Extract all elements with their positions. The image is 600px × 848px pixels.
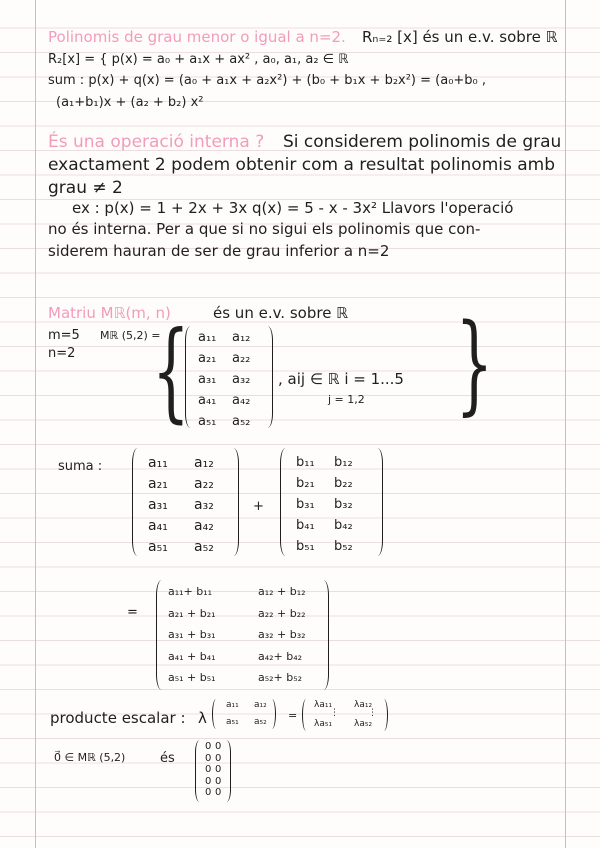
sum-b-cell-3-1: b₃₁ bbox=[296, 497, 315, 512]
set-matrix-cell-5-1: a₅₁ bbox=[198, 414, 217, 429]
sum-a-cell-3-2: a₃₂ bbox=[194, 497, 214, 513]
scalar-vdots-2: ⋮ bbox=[368, 708, 377, 718]
right-brace: { bbox=[455, 310, 494, 435]
section1-sum-line2: (a₁+b₁)x + (a₂ + b₂) x² bbox=[56, 95, 204, 110]
zero-cell-5-1: 0 bbox=[205, 787, 212, 798]
sum-a-cell-1-1: a₁₁ bbox=[148, 455, 168, 471]
section1-definition: R₂[x] = { p(x) = a₀ + a₁x + ax² , a₀, a₁, a₂ ∈ ℝ bbox=[48, 52, 349, 67]
sum-a-cell-5-1: a₅₁ bbox=[148, 539, 168, 555]
scalar-a11: a₁₁ bbox=[226, 700, 239, 710]
sum-a-cell-5-2: a₅₂ bbox=[194, 539, 214, 555]
set-matrix-cell-2-1: a₂₁ bbox=[198, 351, 217, 366]
sum-b-cell-5-1: b₅₁ bbox=[296, 539, 315, 554]
section2-line2: exactament 2 podem obtenir com a resultat polinomis amb bbox=[48, 155, 556, 175]
zero-right-paren bbox=[222, 740, 231, 802]
zero-cell-1-1: 0 bbox=[205, 741, 212, 752]
equals-sign: = bbox=[127, 605, 138, 620]
sum-result-cell-2-1: a₂₁ + b₂₁ bbox=[168, 606, 216, 620]
section1-statement: Rₙ₌₂ [x] és un e.v. sobre ℝ bbox=[362, 28, 558, 46]
left-brace: { bbox=[152, 309, 190, 434]
section2-example: ex : p(x) = 1 + 2x + 3x q(x) = 5 - x - 3x² Llavors l'operació bbox=[72, 199, 514, 217]
section2-line1: Si considerem polinomis de grau bbox=[283, 132, 562, 152]
section1-sum-line1: sum : p(x) + q(x) = (a₀ + a₁x + a₂x²) + (b₀ + b₁x + b₂x²) = (a₀+b₀ , bbox=[48, 73, 487, 88]
zero-left-paren bbox=[195, 740, 204, 802]
result-right-paren bbox=[318, 580, 329, 690]
lambda-symbol: λ bbox=[198, 709, 207, 727]
sum-a-cell-1-2: a₁₂ bbox=[194, 455, 214, 471]
zero-cell-4-1: 0 bbox=[205, 775, 212, 787]
scalar-vdots-1: ⋮ bbox=[330, 708, 339, 718]
zero-cell-5-2: 0 bbox=[215, 787, 222, 798]
sum-b-cell-2-2: b₂₂ bbox=[334, 476, 353, 491]
sum-result-cell-1-1: a₁₁+ b₁₁ bbox=[168, 585, 213, 598]
scalar-a52: a₅₂ bbox=[254, 717, 267, 727]
sum-a-cell-2-1: a₂₁ bbox=[148, 476, 168, 492]
sum-b-right-paren bbox=[372, 448, 383, 556]
scalar-la11: λa₁₁ bbox=[314, 700, 333, 710]
sum-a-right-paren bbox=[228, 448, 239, 556]
section2-line5: no és interna. Per a que si no sigui els polinomis que con- bbox=[48, 220, 481, 238]
set-matrix-cell-1-2: a₁₂ bbox=[232, 330, 251, 345]
sum-b-cell-1-1: b₁₁ bbox=[296, 455, 315, 470]
zero-verb: és bbox=[160, 751, 175, 766]
scalar-la52: λa₅₂ bbox=[354, 719, 373, 729]
sum-a-left-paren bbox=[132, 448, 143, 556]
sum-a-cell-4-2: a₄₂ bbox=[194, 518, 214, 534]
zero-cell-3-1: 0 bbox=[205, 764, 212, 775]
sum-a-cell-2-2: a₂₂ bbox=[194, 476, 214, 492]
zero-cell-3-2: 0 bbox=[215, 764, 222, 775]
scalar-result-right-paren bbox=[380, 699, 388, 731]
matrix-right-paren bbox=[262, 326, 273, 428]
sum-result-cell-3-2: a₃₂ + b₃₂ bbox=[258, 628, 306, 641]
result-left-paren bbox=[156, 580, 167, 690]
section3-n-value: n=2 bbox=[48, 346, 76, 361]
scalar-equals: = bbox=[288, 709, 298, 722]
matrix-condition: , aij ∈ ℝ i = 1...5 bbox=[278, 370, 404, 388]
scalar-la51: λa₅₁ bbox=[314, 719, 333, 729]
sum-a-cell-3-1: a₃₁ bbox=[148, 497, 168, 513]
sum-b-left-paren bbox=[280, 448, 291, 556]
section3-heading: Matriu Mℝ(m, n) bbox=[48, 304, 171, 322]
set-matrix-cell-4-2: a₄₂ bbox=[232, 393, 251, 408]
set-matrix-cell-5-2: a₅₂ bbox=[232, 414, 251, 429]
plus-sign: + bbox=[253, 499, 264, 514]
set-matrix-cell-2-2: a₂₂ bbox=[232, 351, 251, 366]
scalar-result-left-paren bbox=[302, 699, 310, 731]
sum-result-cell-1-2: a₁₂ + b₁₂ bbox=[258, 585, 306, 598]
section3-statement: és un e.v. sobre ℝ bbox=[213, 304, 349, 322]
section3-m-value: m=5 bbox=[48, 328, 80, 343]
section3-set-label: Mℝ (5,2) = bbox=[100, 329, 161, 342]
zero-cell-1-2: 0 bbox=[215, 741, 222, 752]
zero-cell-2-2: 0 bbox=[215, 752, 222, 764]
scalar-label: producte escalar : bbox=[50, 709, 186, 727]
sum-b-cell-1-2: b₁₂ bbox=[334, 455, 353, 470]
section2-line6: siderem hauran de ser de grau inferior a n=2 bbox=[48, 242, 390, 260]
sum-result-cell-3-1: a₃₁ + b₃₁ bbox=[168, 628, 216, 641]
matrix-condition-j: j = 1,2 bbox=[328, 393, 365, 406]
sum-b-cell-4-2: b₄₂ bbox=[334, 518, 353, 533]
zero-vector-label: 0⃗ ∈ Mℝ (5,2) bbox=[54, 751, 126, 764]
sum-b-cell-3-2: b₃₂ bbox=[334, 497, 353, 512]
section2-line3: grau ≠ 2 bbox=[48, 178, 123, 198]
zero-cell-4-2: 0 bbox=[215, 775, 222, 787]
sum-a-cell-4-1: a₄₁ bbox=[148, 518, 168, 534]
matrix-left-paren bbox=[185, 326, 196, 428]
scalar-a12: a₁₂ bbox=[254, 700, 267, 710]
sum-result-cell-4-1: a₄₁ + b₄₁ bbox=[168, 649, 216, 663]
sum-b-cell-4-1: b₄₁ bbox=[296, 518, 315, 533]
set-matrix-cell-3-1: a₃₁ bbox=[198, 372, 217, 387]
scalar-a51: a₅₁ bbox=[226, 717, 239, 727]
zero-cell-2-1: 0 bbox=[205, 752, 212, 764]
sum-result-cell-5-2: a₅₂+ b₅₂ bbox=[258, 671, 303, 684]
set-matrix-cell-4-1: a₄₁ bbox=[198, 393, 217, 408]
scalar-right-paren bbox=[268, 699, 276, 729]
sum-result-cell-4-2: a₄₂+ b₄₂ bbox=[258, 649, 303, 663]
set-matrix-cell-3-2: a₃₂ bbox=[232, 372, 251, 387]
sum-b-cell-5-2: b₅₂ bbox=[334, 539, 353, 554]
sum-result-cell-5-1: a₅₁ + b₅₁ bbox=[168, 671, 216, 684]
section2-question: És una operació interna ? bbox=[48, 132, 265, 152]
sum-b-cell-2-1: b₂₁ bbox=[296, 476, 315, 491]
set-matrix-cell-1-1: a₁₁ bbox=[198, 330, 217, 345]
scalar-la12: λa₁₂ bbox=[354, 700, 373, 710]
section1-heading: Polinomis de grau menor o igual a n=2. bbox=[48, 28, 346, 46]
scalar-left-paren bbox=[212, 699, 220, 729]
sum-result-cell-2-2: a₂₂ + b₂₂ bbox=[258, 606, 306, 620]
sum-label: suma : bbox=[58, 459, 103, 474]
